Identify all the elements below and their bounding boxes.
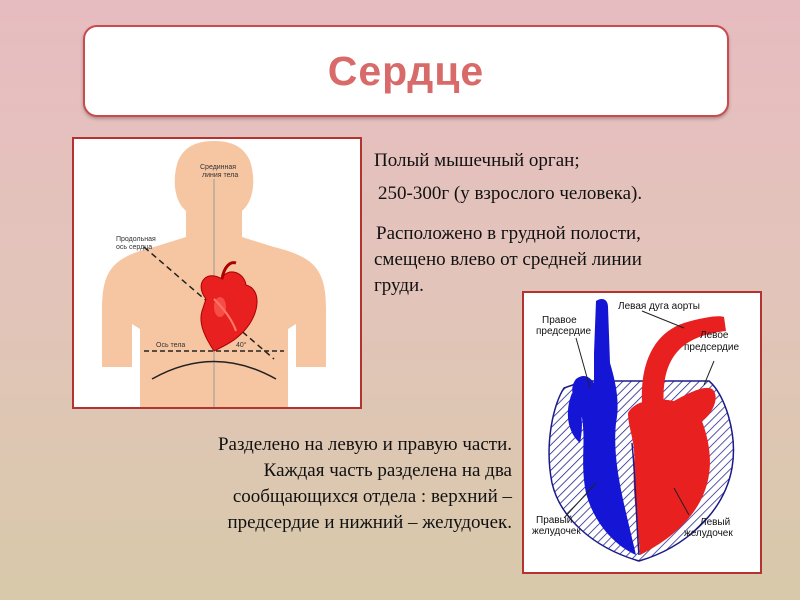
label-right-ventricle: Правый желудочек xyxy=(532,515,581,537)
text-line-4a: Разделено на левую и правую части. xyxy=(217,434,512,455)
pointer-aortic-arch xyxy=(642,311,684,328)
label-midline: Срединная линия тела xyxy=(200,164,239,179)
slide-title: Сердце xyxy=(327,47,485,94)
heart-diagram xyxy=(524,293,760,572)
label-aortic-arch: Левая дуга аорты xyxy=(618,301,700,312)
text-line-3b: смещено влево от средней линии xyxy=(374,249,642,270)
body-diagram xyxy=(74,139,360,407)
heart-diagram-panel xyxy=(522,291,762,574)
label-left-atrium: Левое предсердие xyxy=(684,330,740,353)
text-line-4b: Каждая часть разделена на два xyxy=(263,460,512,481)
text-line-3c: груди. xyxy=(374,275,424,296)
title-box xyxy=(83,25,729,117)
text-line-2: 250-300г (у взрослого человека). xyxy=(378,183,643,204)
label-left-ventricle: Левый желудочек xyxy=(684,517,733,539)
label-body-axis: Ось тела xyxy=(156,342,186,349)
body-diagram-panel xyxy=(72,137,362,409)
text-paragraph-location xyxy=(374,221,764,299)
text-line-4c: сообщающихся отдела : верхний – xyxy=(232,486,512,507)
label-heart-axis: Продольная ось сердца xyxy=(116,236,156,251)
text-paragraph-structure xyxy=(82,432,512,536)
text-line-1: Полый мышечный орган; xyxy=(374,150,580,171)
label-angle: 40° xyxy=(236,342,247,349)
text-line-4d: предсердие и нижний – желудочек. xyxy=(227,512,512,533)
text-line-3a: Расположено в грудной полости, xyxy=(376,223,641,244)
label-right-atrium: Правое предсердие xyxy=(536,315,592,337)
